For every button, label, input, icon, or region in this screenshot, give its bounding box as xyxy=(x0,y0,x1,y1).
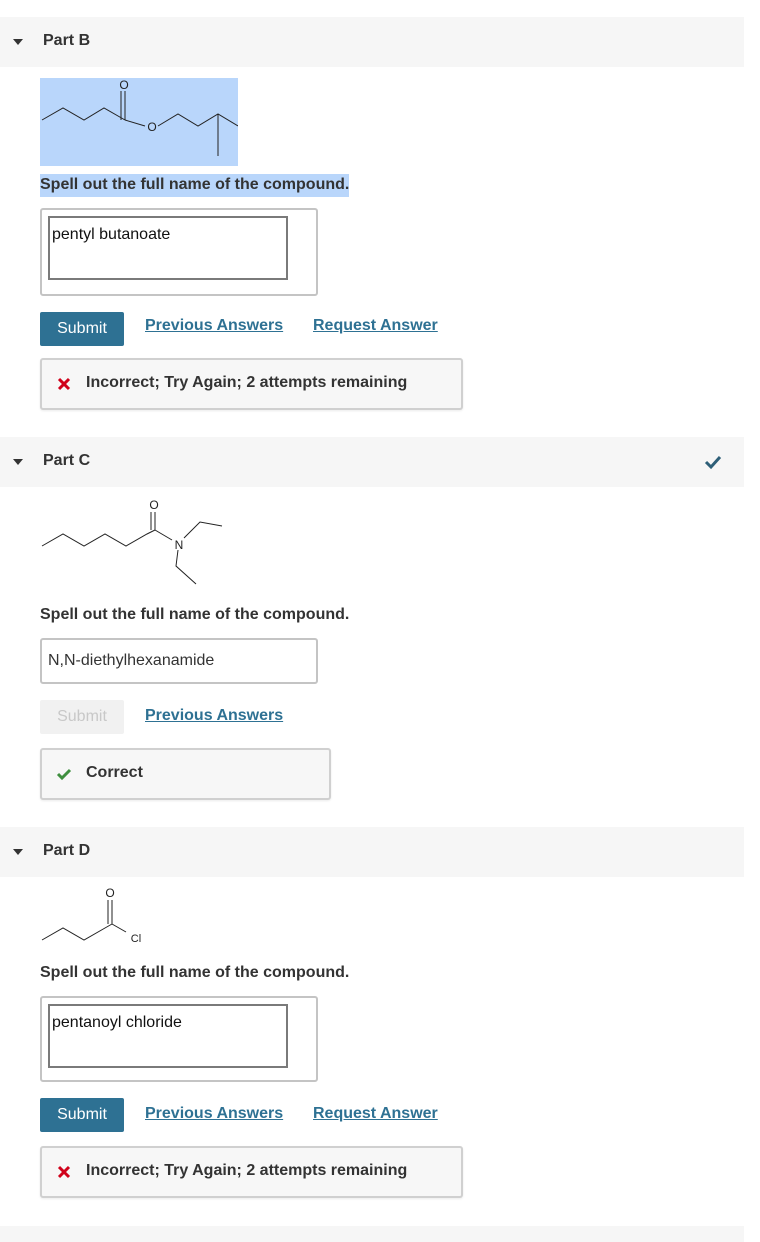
caret-down-icon[interactable] xyxy=(13,849,23,855)
part-c-answer-value: N,N-diethylhexanamide xyxy=(48,652,215,669)
part-c-feedback-text: Correct xyxy=(86,764,143,781)
part-d-previous-answers-link[interactable]: Previous Answers xyxy=(145,1105,284,1122)
oxygen-label: O xyxy=(147,120,157,134)
oxygen-label: O xyxy=(149,498,159,512)
oxygen-label: O xyxy=(105,886,115,900)
x-icon xyxy=(56,1164,72,1180)
part-b-title: Part B xyxy=(43,32,91,49)
part-c-feedback xyxy=(40,748,331,800)
nitrogen-label: N xyxy=(174,538,184,552)
part-b-feedback-text: Incorrect; Try Again; 2 attempts remaining xyxy=(86,374,408,391)
chlorine-label: Cl xyxy=(130,933,142,945)
part-d-answer-box xyxy=(40,996,318,1082)
oxygen-label: O xyxy=(119,78,129,92)
part-c-prompt: Spell out the full name of the compound. xyxy=(40,606,350,623)
part-b-submit-button[interactable]: Submit xyxy=(40,312,124,346)
checkmark-icon xyxy=(704,454,722,470)
part-d-title: Part D xyxy=(43,842,91,859)
part-d-request-answer-link[interactable]: Request Answer xyxy=(313,1105,438,1122)
part-d-feedback-text: Incorrect; Try Again; 2 attempts remaining xyxy=(86,1162,408,1179)
part-b-request-answer-link[interactable]: Request Answer xyxy=(313,317,438,334)
next-part-header[interactable] xyxy=(0,1226,744,1242)
x-icon xyxy=(56,376,72,392)
part-d-feedback xyxy=(40,1146,463,1198)
part-d-submit-button[interactable]: Submit xyxy=(40,1098,124,1132)
part-d-header[interactable] xyxy=(0,827,744,877)
part-d-prompt: Spell out the full name of the compound. xyxy=(40,964,350,981)
part-b-previous-answers-link[interactable]: Previous Answers xyxy=(145,317,284,334)
part-b-answer-input[interactable]: pentyl butanoate xyxy=(48,216,288,280)
part-b-structure-image xyxy=(40,78,238,166)
part-c-answer-box xyxy=(40,638,318,684)
part-c-header[interactable] xyxy=(0,437,744,487)
caret-down-icon[interactable] xyxy=(13,459,23,465)
part-d-structure-image xyxy=(40,884,160,954)
part-c-title: Part C xyxy=(43,452,91,469)
part-b-answer-box xyxy=(40,208,318,296)
part-c-structure-image xyxy=(40,496,230,591)
part-b-feedback xyxy=(40,358,463,410)
part-c-previous-answers-link[interactable]: Previous Answers xyxy=(145,707,284,724)
checkmark-icon xyxy=(56,766,72,782)
part-b-prompt: Spell out the full name of the compound. xyxy=(40,174,349,197)
part-d-answer-input[interactable]: pentanoyl chloride xyxy=(48,1004,288,1068)
part-b-header[interactable] xyxy=(0,17,744,67)
part-c-submit-button: Submit xyxy=(40,700,124,734)
caret-down-icon[interactable] xyxy=(13,39,23,45)
